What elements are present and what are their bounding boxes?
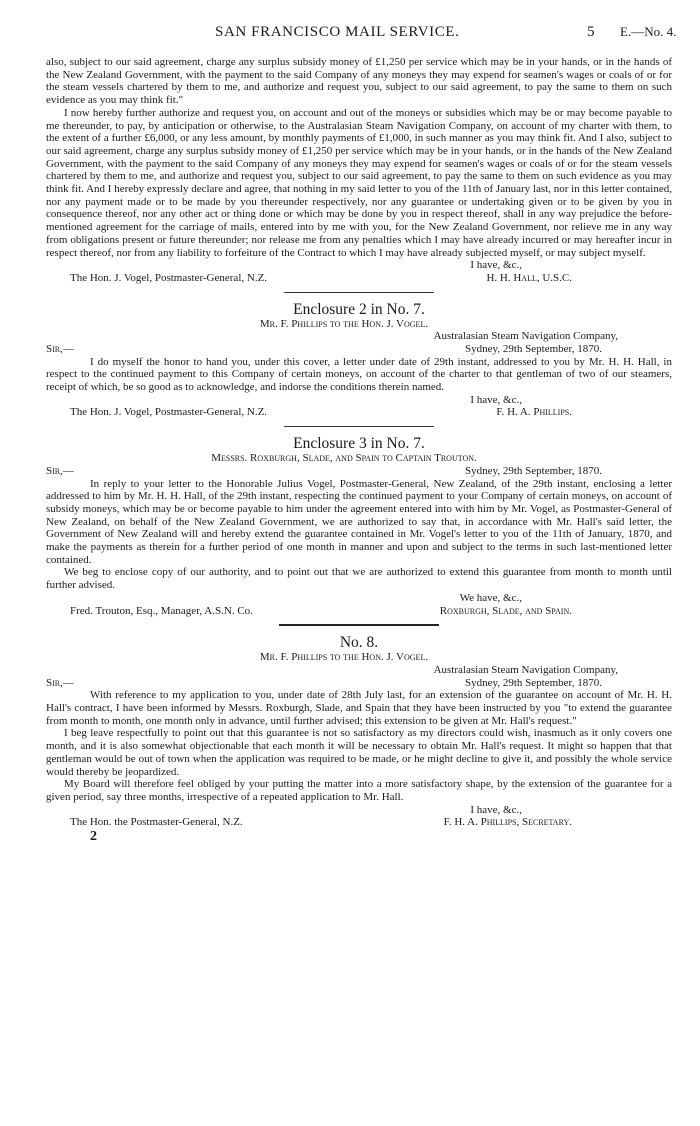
document-reference: E.—No. 4. — [620, 24, 677, 39]
letter-closing: I have, &c., — [470, 803, 522, 816]
sender-address: Australasian Steam Navigation Company, — [433, 330, 618, 343]
enclosure-subtitle: Messrs. Roxburgh, Slade, and Spain to Captain Trouton. — [211, 452, 477, 465]
enclosure-3 — [46, 435, 672, 617]
running-header — [0, 24, 700, 42]
sheet-signature-number: 2 — [90, 829, 97, 845]
number-8 — [46, 634, 672, 845]
letter-body: My Board will therefore feel obliged by your putting the matter into a more satisfactory shape, by the extension of the guarantee for a given period, say three months, irrespective of a repeated application to Mr. Hall. — [46, 778, 672, 803]
opening-paragraph: also, subject to our said agreement, charge any surplus subsidy money of £1,250 per service which may be in your hands, or in the hands of the New Zealand Government, with the payment to the said Company of any moneys they may expend for seamen's wages or coals of or for the steam vessels chartered by them to me, and authorize and request you, subject to our said agreement, to pay the same to them on such evidence as you may think fit." — [46, 56, 672, 107]
section-title: No. 8. — [339, 634, 379, 652]
letter-addressee: Fred. Trouton, Esq., Manager, A.S.N. Co. — [70, 604, 253, 617]
enclosure-2 — [46, 301, 672, 420]
letter-paragraph: I now hereby further authorize and request you, on account and out of the moneys or subsidies which may be or may become payable to me thereunder, to pay, by anticipation or otherwise, to the Australasian Steam Navigation Company, on account of my charter with them, to the extent of a further £6,000, or any less amount, by monthly payments of £1,000, in such manner as you may think fit. And I also, subject to our said agreement, charge any surplus subsidy money of £1,250 per service which may be in your hands, or in the hands of the New Zealand Government, with the payment to the said Company of any moneys they may expend for seamen's wages or coals of or for the steam vessels chartered by them to me, and authorize and request you, subject to our said agreement, to pay the same to them on such evidence as you may think fit. And I hereby expressly declare and agree, that nothing in my said letter to you of the 11th of January last, nor in this letter contained, nor any payment made or to be made by you thereunder respectively, nor any guarantee or undertaking given or to be given by you in consequence thereof, nor any other act or thing done or which may be done by you in respect thereof, shall in any way prejudice the before-mentioned agreement for the carriage of mails, entered into by me with you, for the New Zealand Government, nor relieve me in any way from obligations present or future thereunder; nor release me from any penalties which I may have already incurred or may hereafter incur in respect thereof, nor from any liability to forfeiture of the Contract to which I may have already subjected myself, or may subject myself. — [46, 106, 672, 259]
letter-signoff — [46, 272, 672, 285]
letter-signature: H. H. Hall, U.S.C. — [486, 271, 572, 284]
letter-addressee: The Hon. J. Vogel, Postmaster-General, N.Z. — [70, 271, 268, 284]
section-divider — [284, 292, 434, 293]
letter-signature: F. H. A. Phillips, Secretary. — [443, 816, 572, 829]
letter-signoff — [46, 605, 672, 618]
section-divider — [284, 426, 434, 427]
salutation-row — [46, 677, 672, 690]
letter-closing: I have, &c., — [470, 393, 522, 406]
letter-addressee: The Hon. J. Vogel, Postmaster-General, N.Z. — [70, 406, 268, 419]
letter-body: With reference to my application to you, under date of 28th July last, for an extension of the guarantee on account of Mr. H. H. Hall's contract, I have been informed by Messrs. Roxburgh, Slade, and Spain that they have been instructed by you "to extend the guarantee from month to month, one month only in advance, until further advised; this extension to be given at Mr. Hall's request." — [46, 689, 672, 727]
section-divider — [279, 624, 439, 626]
salutation: Sir,— — [46, 676, 74, 689]
letter-signature: Roxburgh, Slade, and Spain. — [439, 604, 572, 617]
salutation: Sir,— — [46, 464, 74, 477]
enclosure-subtitle: Mr. F. Phillips to the Hon. J. Vogel. — [259, 317, 429, 330]
letter-addressee: The Hon. the Postmaster-General, N.Z. — [70, 816, 243, 829]
letter-signature: F. H. A. Phillips. — [496, 406, 572, 419]
salutation-row — [46, 343, 672, 356]
letter-closing: We have, &c., — [459, 591, 522, 604]
salutation: Sir,— — [46, 343, 74, 355]
page-number: 5 — [587, 24, 595, 40]
dateline: Sydney, 29th September, 1870. — [465, 676, 602, 689]
letter-body: I do myself the honor to hand you, under this cover, a letter under date of 29th instant, addressed to you by Mr. H. H. Hall, in respect to the continued payment to this Company of certain moneys, on account of the charter to that gentleman of two of our steamers, receipt of which, be so good as to acknowledge, and indorse the conditions therein named. — [46, 355, 672, 394]
dateline: Sydney, 29th September, 1870. — [465, 343, 602, 355]
running-title: SAN FRANCISCO MAIL SERVICE. — [215, 24, 460, 40]
text-column — [46, 56, 672, 845]
letter-closing: I have, &c., — [470, 259, 522, 272]
sender-address: Australasian Steam Navigation Company, — [433, 663, 618, 676]
letter-signoff — [46, 816, 672, 829]
letter-body: I beg leave respectfully to point out that this guarantee is not so satisfactory as my directors could wish, inasmuch as it only covers one month, and it is also somewhat objectionable that each month it will be necessary to obtain Mr. Hall's request. It might so happen that that gentleman would be out of town when the application was required to be made, or he might decline to give it, and possibly the whole service would thereby be jeopardized. — [46, 727, 672, 778]
section-subtitle: Mr. F. Phillips to the Hon. J. Vogel. — [259, 651, 429, 664]
enclosure-title: Enclosure 2 in No. 7. — [293, 300, 425, 318]
salutation-row — [46, 465, 672, 478]
letter-signoff — [46, 406, 672, 419]
letter-body: We beg to enclose copy of our authority, and to point out that we are authorized to extend this guarantee from month to month until further advised. — [46, 566, 672, 592]
enclosure-title: Enclosure 3 in No. 7. — [293, 435, 425, 453]
dateline: Sydney, 29th September, 1870. — [465, 464, 602, 477]
letter-body: In reply to your letter to the Honorable Julius Vogel, Postmaster-General, New Zealand, of the 29th instant, enclosing a letter addressed to him by Mr. H. H. Hall, of the 29th instant, respecting the continued payment to your Company of certain moneys, on account of subsidy moneys, which may be or become payable to him under the agreement entered into with him by Mr. Vogel, as Postmaster-General of New Zealand, on behalf of the New Zealand Government, we are authorized to say that, in accordance with Mr. Hall's said letter, the Government of New Zealand will and hereby extend the guarantee contained in Mr. Vogel's letter to you of the 11th of January, 1870, and make the payments as therein for a further period of one month in manner and upon and subject to the terms in such last-mentioned letter contained. — [46, 477, 672, 566]
